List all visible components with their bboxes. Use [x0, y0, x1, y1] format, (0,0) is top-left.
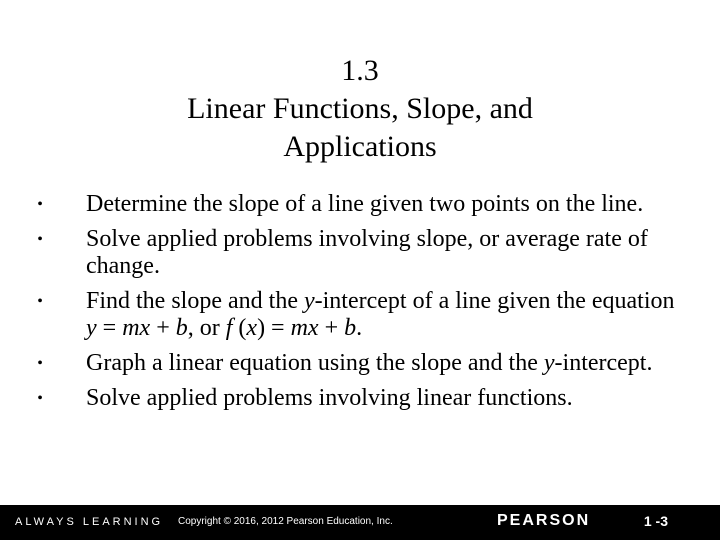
list-item: [30, 385, 690, 412]
title-line-2: Applications: [283, 130, 437, 163]
bullet-text: [86, 288, 674, 341]
bullet-icon: •: [37, 231, 43, 248]
text-segment: +: [150, 315, 176, 341]
list-item: [30, 226, 690, 280]
list-item: [30, 350, 690, 377]
math-variable: f: [225, 315, 233, 341]
footer-bar: [0, 505, 720, 540]
text-segment: Find the slope and the: [86, 288, 304, 314]
math-variable: y: [86, 315, 97, 341]
math-variable: mx: [290, 315, 319, 341]
title-line-1: Linear Functions, Slope, and: [187, 92, 533, 125]
math-variable: mx: [122, 315, 151, 341]
text-segment: +: [318, 315, 345, 341]
list-item: [30, 288, 690, 342]
text-segment: , or: [187, 315, 226, 341]
text-segment: =: [96, 315, 123, 341]
bullet-icon: •: [37, 355, 43, 372]
bullet-text: Determine the slope of a line given two points on the line.: [86, 191, 644, 217]
page-number: 1 -3: [643, 513, 668, 529]
slide-title: [0, 52, 720, 166]
text-segment: .: [356, 315, 363, 341]
math-variable: b: [344, 315, 357, 341]
section-number: 1.3: [341, 54, 379, 87]
text-segment: -intercept of a line given the equation: [314, 288, 675, 314]
bullet-icon: •: [37, 196, 43, 213]
text-segment: ) =: [257, 315, 291, 341]
text-segment: (: [232, 315, 247, 341]
math-variable: b: [175, 315, 188, 341]
pearson-logo: PEARSON: [497, 512, 591, 529]
bullet-icon: •: [37, 390, 43, 407]
bullet-text: Solve applied problems involving slope, or average rate of change.: [86, 226, 648, 279]
text-segment: Graph a linear equation using the slope and the: [86, 350, 544, 376]
bullet-icon: •: [37, 293, 43, 310]
bullet-text: [86, 350, 652, 376]
bullet-text: Solve applied problems involving linear functions.: [86, 385, 573, 411]
math-variable: y: [303, 288, 315, 314]
footer-tagline: ALWAYS LEARNING: [15, 516, 164, 528]
math-variable: x: [246, 315, 258, 341]
text-segment: -intercept.: [554, 350, 653, 376]
copyright-text: Copyright © 2016, 2012 Pearson Education, Inc.: [178, 516, 393, 527]
math-variable: y: [543, 350, 555, 376]
objectives-list: [30, 191, 690, 420]
list-item: [30, 191, 690, 218]
